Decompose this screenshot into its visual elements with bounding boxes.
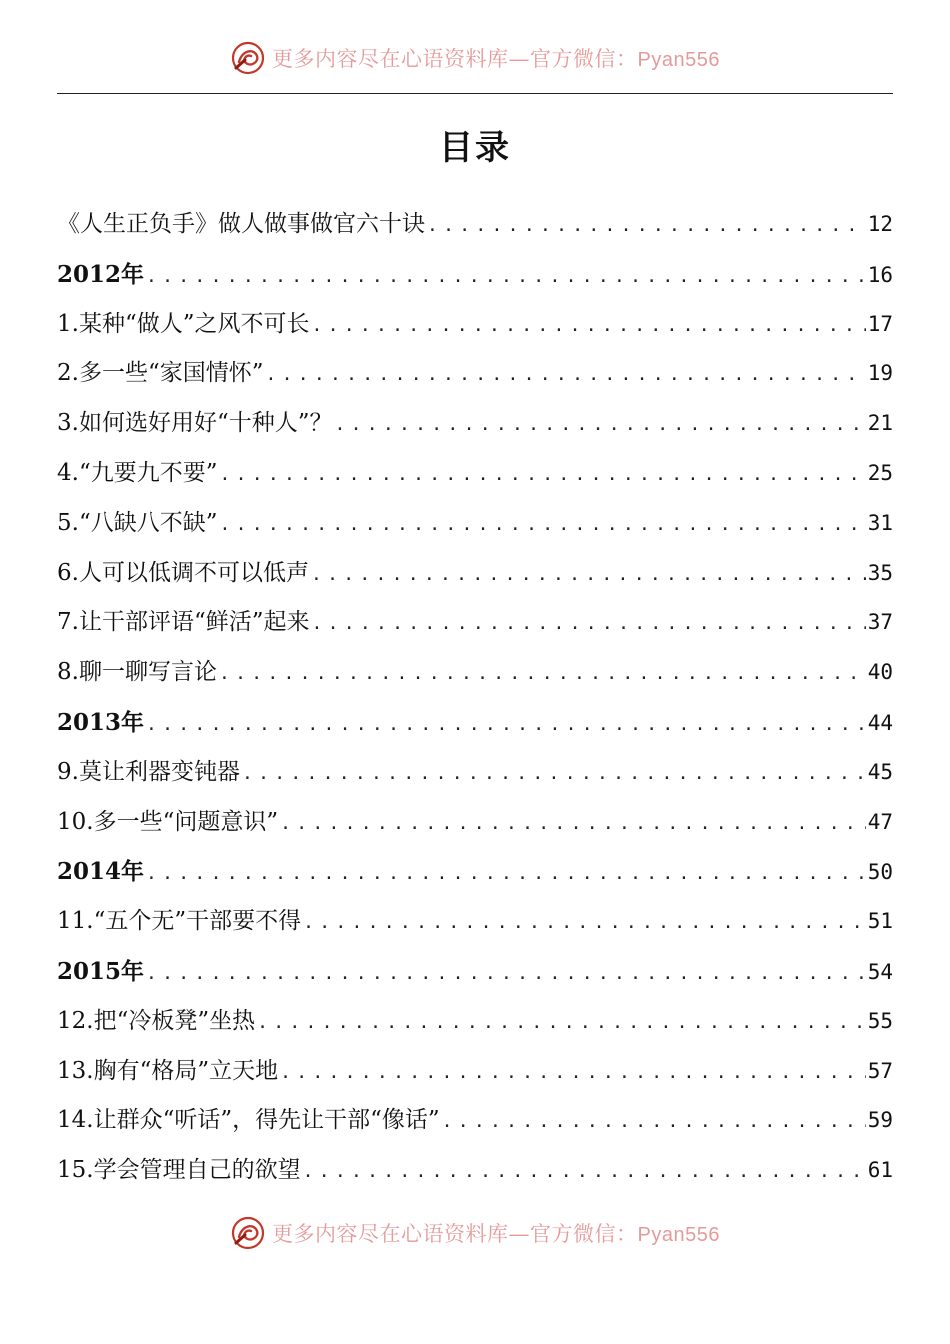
footer-banner-label: 更多内容尽在心语资料库—官方微信：: [272, 1222, 638, 1246]
toc-entry-title: 15.学会管理自己的欲望: [57, 1157, 301, 1184]
toc-dot-leader: [217, 500, 865, 550]
toc-entry-title: 2.多一些“家国情怀”: [57, 360, 264, 387]
toc-entry[interactable]: [57, 897, 893, 947]
toc-page-number: 44: [867, 710, 893, 735]
header-banner: [0, 38, 950, 78]
toc-dot-leader: [440, 1097, 866, 1147]
toc-entry-title: 6.人可以低调不可以低声: [57, 559, 309, 586]
toc-dot-leader: [309, 301, 865, 351]
toc-page-number: 35: [867, 560, 893, 585]
toc-dot-leader: [425, 201, 866, 251]
toc-entry-title: 3.如何选好用好“十种人”？: [57, 410, 333, 437]
toc-page-number: 31: [867, 510, 893, 535]
toc-page-number: 59: [867, 1108, 893, 1133]
toc-page-number: 50: [867, 860, 893, 885]
toc-dot-leader: [309, 599, 865, 649]
toc-entry-title: 8.聊一聊写言论: [57, 659, 217, 686]
toc-entry[interactable]: [57, 549, 893, 599]
toc-entry-title: 5.“八缺八不缺”: [57, 509, 218, 536]
toc-entry-title: 2014年: [57, 858, 145, 886]
toc-entry-title: 1.某种“做人”之风不可长: [57, 310, 310, 337]
toc-entry-title: 12.把“冷板凳”坐热: [57, 1007, 256, 1034]
toc-page-number: 40: [867, 660, 893, 685]
toc-dot-leader: [301, 1147, 866, 1197]
header-banner-text: [272, 43, 720, 73]
toc-page-number: 61: [867, 1158, 893, 1183]
toc-dot-leader: [263, 350, 865, 400]
toc-page-number: 12: [867, 212, 893, 236]
toc-dot-leader: [144, 252, 866, 302]
toc-dot-leader: [332, 400, 865, 450]
toc-year-heading[interactable]: [57, 250, 893, 300]
toc-dot-leader: [278, 799, 866, 849]
toc-entry[interactable]: [57, 349, 893, 399]
toc-page-number: 19: [867, 361, 893, 386]
toc-page-number: 25: [867, 460, 893, 485]
header-banner-label: 更多内容尽在心语资料库—官方微信：: [272, 47, 638, 71]
toc-page-number: 16: [867, 262, 893, 287]
toc-entry-title: 4.“九要九不要”: [57, 459, 218, 486]
page-title: 目录: [439, 128, 511, 168]
toc-entry[interactable]: [57, 449, 893, 499]
toc-entry[interactable]: [57, 399, 893, 449]
toc-entry[interactable]: [57, 648, 893, 698]
toc-entry-title: 9.莫让利器变钝器: [57, 758, 240, 785]
toc-page-number: 45: [867, 759, 893, 784]
toc-entry[interactable]: [57, 598, 893, 648]
toc-entry[interactable]: [57, 499, 893, 549]
toc-entry-title: 7.让干部评语“鲜活”起来: [57, 609, 310, 636]
toc-entry-title: 2012年: [57, 260, 145, 288]
table-of-contents: [57, 200, 893, 1196]
toc-entry[interactable]: [57, 200, 893, 250]
toc-page-number: 17: [867, 311, 893, 336]
toc-entry[interactable]: [57, 1146, 893, 1196]
toc-page-number: 57: [867, 1058, 893, 1083]
toc-dot-leader: [309, 550, 866, 600]
footer-banner-text: [272, 1218, 720, 1248]
toc-entry-title: 14.让群众“听话”，得先让干部“像话”: [57, 1107, 440, 1134]
swirl-logo-icon: [230, 1215, 266, 1251]
toc-entry-title: 2015年: [57, 957, 145, 985]
header-banner-account: Pyan556: [637, 49, 720, 71]
toc-entry[interactable]: [57, 300, 893, 350]
toc-entry[interactable]: [57, 997, 893, 1047]
toc-entry-title: 《人生正负手》做人做事做官六十诀: [57, 211, 425, 237]
footer-banner-account: Pyan556: [637, 1224, 720, 1246]
footer-banner: [0, 1213, 950, 1253]
toc-page-number: 55: [867, 1008, 893, 1033]
toc-year-heading[interactable]: [57, 698, 893, 748]
toc-dot-leader: [278, 1048, 866, 1098]
toc-year-heading[interactable]: [57, 847, 893, 897]
toc-entry[interactable]: [57, 1047, 893, 1097]
toc-entry-title: 2013年: [57, 708, 145, 736]
toc-dot-leader: [217, 649, 866, 699]
toc-dot-leader: [301, 898, 866, 948]
toc-entry[interactable]: [57, 798, 893, 848]
toc-page-number: 47: [867, 809, 893, 834]
toc-dot-leader: [144, 700, 866, 750]
toc-page-number: 54: [867, 959, 893, 984]
toc-entry[interactable]: [57, 748, 893, 798]
toc-dot-leader: [144, 949, 866, 999]
toc-page-number: 51: [867, 909, 893, 934]
swirl-logo-icon: [230, 40, 266, 76]
toc-dot-leader: [240, 749, 866, 799]
toc-entry-title: 13.胸有“格局”立天地: [57, 1057, 279, 1084]
toc-dot-leader: [144, 849, 866, 899]
toc-year-heading[interactable]: [57, 947, 893, 997]
toc-entry-title: 10.多一些“问题意识”: [57, 808, 279, 835]
toc-page-number: 37: [867, 610, 893, 635]
toc-entry[interactable]: [57, 1096, 893, 1146]
toc-page-number: 21: [867, 411, 893, 436]
header-divider: [57, 93, 893, 94]
toc-dot-leader: [217, 450, 865, 500]
toc-entry-title: 11.“五个无”干部要不得: [57, 908, 302, 935]
toc-dot-leader: [255, 998, 866, 1048]
